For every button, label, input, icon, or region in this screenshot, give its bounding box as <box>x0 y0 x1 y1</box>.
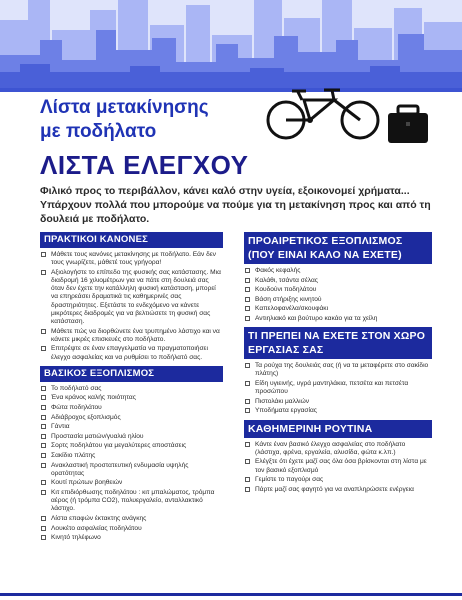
checkbox-icon[interactable] <box>41 424 46 429</box>
checklist-item-text: Κουδούνι ποδηλάτου <box>255 286 317 294</box>
checkbox-icon[interactable] <box>41 270 46 275</box>
checkbox-icon[interactable] <box>245 268 250 273</box>
checklist-item-text: Μάθετε πώς να διορθώνετε ένα τρυπημένο λάστιχο και να κάνετε μικρές επισκευές στο ποδήλατο. <box>51 327 220 343</box>
checklist-item-text: Αντιηλιακό και βούτυρο κακάο για τα χείλη <box>255 314 378 322</box>
checklist-item <box>40 251 223 267</box>
checklist-item <box>244 296 432 304</box>
section-heading: ΠΡΟΑΙΡΕΤΙΚΟΣ ΕΞΟΠΛΙΣΜΟΣ (ΠΟΥ ΕΙΝΑΙ ΚΑΛΟ ΝΑ ΕΧΕΤΕ) <box>244 232 432 264</box>
checklist-item-text: Πάρτε μαζί σας φαγητό για να αναπληρώσετε ενέργεια <box>255 485 414 493</box>
checklist-item <box>244 277 432 285</box>
checklist-item-text: Γάντια <box>51 423 70 431</box>
checklist-item <box>40 404 223 412</box>
checklist-item-text: Γεμίστε το παγούρι σας <box>255 476 324 484</box>
checklist-item <box>40 525 223 533</box>
city-skyline-illustration <box>0 0 462 92</box>
checklist-item <box>40 269 223 326</box>
checklist-item-text: Είδη υγιεινής, υγρά μαντηλάκια, πετσέτα και πετσέτα προσώπου <box>255 379 409 396</box>
page-heading: ΛΙΣΤΑ ΕΛΕΓΧΟΥ <box>40 150 249 180</box>
title-line-2: με ποδήλατο <box>40 121 157 142</box>
page-title <box>40 96 280 144</box>
checkbox-icon[interactable] <box>41 252 46 257</box>
checkbox-icon[interactable] <box>245 306 250 311</box>
checklist-item <box>40 423 223 431</box>
checklist-item <box>244 315 432 323</box>
checklist-item <box>40 442 223 450</box>
checkbox-icon[interactable] <box>41 463 46 468</box>
checklist-item <box>244 476 432 484</box>
checklist-item <box>244 486 432 494</box>
checkbox-icon[interactable] <box>41 434 46 439</box>
checkbox-icon[interactable] <box>41 480 46 485</box>
checkbox-icon[interactable] <box>245 442 250 447</box>
left-column <box>40 232 223 546</box>
checkbox-icon[interactable] <box>41 490 46 495</box>
checkbox-icon[interactable] <box>245 278 250 283</box>
section-daily-routine <box>244 420 432 494</box>
section-heading: ΤΙ ΠΡΕΠΕΙ ΝΑ ΕΧΕΤΕ ΣΤΟΝ ΧΩΡΟ ΕΡΓΑΣΙΑΣ ΣΑΣ <box>244 327 432 359</box>
skyline-banner <box>0 0 462 92</box>
checklist-item <box>40 385 223 393</box>
checkbox-icon[interactable] <box>41 329 46 334</box>
checklist-item-text: Ένα κράνος καλής ποιότητας <box>51 394 136 402</box>
checklist-item-text: Καλάθι, τσάντα σέλας <box>255 276 318 284</box>
checklist-item <box>40 414 223 422</box>
checkbox-icon[interactable] <box>41 516 46 521</box>
checklist-item-text: Κιτ επιδιόρθωσης ποδηλάτου : κιτ μπαλώματος, τρόμπα αέρος (ή τρόμπα CO2), πολυεργαλείο, ανταλλακτικό λάστιχο. <box>51 488 215 513</box>
checkbox-icon[interactable] <box>41 346 46 351</box>
checklist-item-text: Υποδήματα εργασίας <box>255 407 317 415</box>
checkbox-icon[interactable] <box>245 408 250 413</box>
checklist-item-text: Πιστολάκι μαλλιών <box>255 397 310 405</box>
checkbox-icon[interactable] <box>245 316 250 321</box>
checklist-item <box>244 458 432 474</box>
checklist-item-text: Λίστα επαφών έκτακτης ανάγκης <box>51 514 147 522</box>
checkbox-icon[interactable] <box>245 297 250 302</box>
checklist-item-text: Φακός κεφαλής <box>255 267 301 274</box>
checklist-item <box>244 305 432 313</box>
bicycle-icon <box>262 86 386 142</box>
briefcase-icon <box>386 104 430 144</box>
checklist-item <box>244 398 432 406</box>
checklist-item <box>40 515 223 523</box>
checkbox-icon[interactable] <box>41 526 46 531</box>
bottom-divider <box>0 593 462 596</box>
section-practical-rules <box>40 232 223 362</box>
checklist-item <box>40 328 223 344</box>
checklist-item <box>40 479 223 487</box>
checklist-item-text: Σορτς ποδηλάτου για μεγαλύτερες αποστάσεις <box>51 442 187 450</box>
checklist-item-text: Σακίδιο πλάτης <box>51 451 96 459</box>
checklist-item <box>40 394 223 402</box>
section-basic-equipment <box>40 366 223 543</box>
checklist-item-text: Κάντε έναν βασικό έλεγχο ασφαλείας στο ποδήλατο (λάστιχα, φρένα, εργαλεία, αλυσίδα, φώτα κ.λπ.) <box>255 440 406 456</box>
checklist-item-text: Αδιάβροχος εξοπλισμός <box>51 413 121 421</box>
checklist <box>244 267 432 323</box>
checklist-item-text: Τα ρούχα της δουλειάς σας (ή να τα μεταφέρετε στο σακίδιο πλάτης) <box>255 362 429 378</box>
checklist-item-text: Προστασία ματιών/γυαλιά ηλίου <box>51 432 144 440</box>
checklist-item <box>40 345 223 361</box>
checkbox-icon[interactable] <box>245 477 250 482</box>
checkbox-icon[interactable] <box>41 415 46 420</box>
checklist <box>40 251 223 362</box>
checklist-item <box>40 452 223 460</box>
checklist-item-text: Κινητό τηλέφωνο <box>51 534 101 542</box>
section-workplace <box>244 327 432 415</box>
checklist-item-text: Λουκέτο ασφαλείας ποδηλάτου <box>51 524 142 532</box>
checkbox-icon[interactable] <box>245 363 250 368</box>
intro-paragraph: Φιλικό προς το περιβάλλον, κάνει καλό στην υγεία, εξοικονομεί χρήματα... Υπάρχουν πολλά που μπορούμε να πούμε για τη μετακίνηση προς και από τη δουλειά με ποδήλατο. <box>40 185 431 225</box>
checkbox-icon[interactable] <box>245 399 250 404</box>
checkbox-icon[interactable] <box>245 287 250 292</box>
checklist-item-text: Ανακλαστική προστατευτική ενδυμασία υψηλής ορατότητας <box>51 461 189 477</box>
checkbox-icon[interactable] <box>41 535 46 540</box>
checklist-item-text: Επιτρέψτε σε έναν επαγγελματία να πραγματοποιήσει έλεγχο ασφαλείας και να ρυθμίσει το ποδήλατό σας. <box>51 345 208 361</box>
checklist-item <box>244 362 432 378</box>
section-optional-equipment <box>244 232 432 323</box>
checkbox-icon[interactable] <box>41 443 46 448</box>
checkbox-icon[interactable] <box>245 487 250 492</box>
checkbox-icon[interactable] <box>41 453 46 458</box>
checklist-item-text: Αξιολογήστε το επίπεδο της φυσικής σας κατάστασης. Μια διαδρομή 16 χιλιομέτρων για να πάτε στη δουλειά σας όταν δεν έχετε την κατάλληλη φυσική κατάσταση, μπορεί να επηρεάσει δραματικά τις καθημερινές σας δραστηριότητες. Εξετάστε το ενδεχόμενο να κάνετε μικρότερες διαδρομές για να βελτιώσετε τη φυσική σας κατάσταση. <box>51 268 221 326</box>
checklist-item <box>244 267 432 275</box>
checklist-item <box>40 433 223 441</box>
checklist-item <box>40 462 223 478</box>
checklist-item <box>40 489 223 514</box>
checklist-item <box>244 407 432 415</box>
right-column <box>244 232 432 498</box>
checklist <box>40 385 223 543</box>
checklist <box>244 441 432 494</box>
checklist-item <box>244 441 432 457</box>
checklist-item-text: Καπελοφανέλα/σκουφάκι <box>255 305 329 313</box>
checklist-item-text: Το ποδήλατό σας <box>51 384 102 392</box>
checklist-item <box>244 380 432 396</box>
checkbox-icon[interactable] <box>41 395 46 400</box>
checklist-item-text: Ελέγξτε ότι έχετε μαζί σας όλα όσα βρίσκονται στη λίστα με τον βασικό εξοπλισμό <box>255 458 427 474</box>
checklist-item-text: Φώτα ποδηλάτου <box>51 404 102 411</box>
title-line-1: Λίστα μετακίνησης <box>40 97 209 118</box>
checklist-item-text: Μάθετε τους κανόνες μετακίνησης με ποδήλατο. Εάν δεν τους γνωρίζετε, μάθετέ τους γρήγορα! <box>51 251 216 267</box>
section-heading: ΚΑΘΗΜΕΡΙΝΗ ΡΟΥΤΙΝΑ <box>244 420 432 438</box>
checklist-item <box>40 534 223 542</box>
checklist-item <box>244 286 432 294</box>
checklist-item-text: Βάση στήριξης κινητού <box>255 295 322 303</box>
checkbox-icon[interactable] <box>41 386 46 391</box>
checklist <box>244 362 432 415</box>
checklist-item-text: Κουτί πρώτων βοηθειών <box>51 479 123 487</box>
checkbox-icon[interactable] <box>41 405 46 410</box>
section-heading: ΒΑΣΙΚΟΣ ΕΞΟΠΛΙΣΜΟΣ <box>40 366 223 382</box>
checkbox-icon[interactable] <box>245 459 250 464</box>
section-heading: ΠΡΑΚΤΙΚΟΙ ΚΑΝΟΝΕΣ <box>40 232 223 248</box>
checkbox-icon[interactable] <box>245 381 250 386</box>
